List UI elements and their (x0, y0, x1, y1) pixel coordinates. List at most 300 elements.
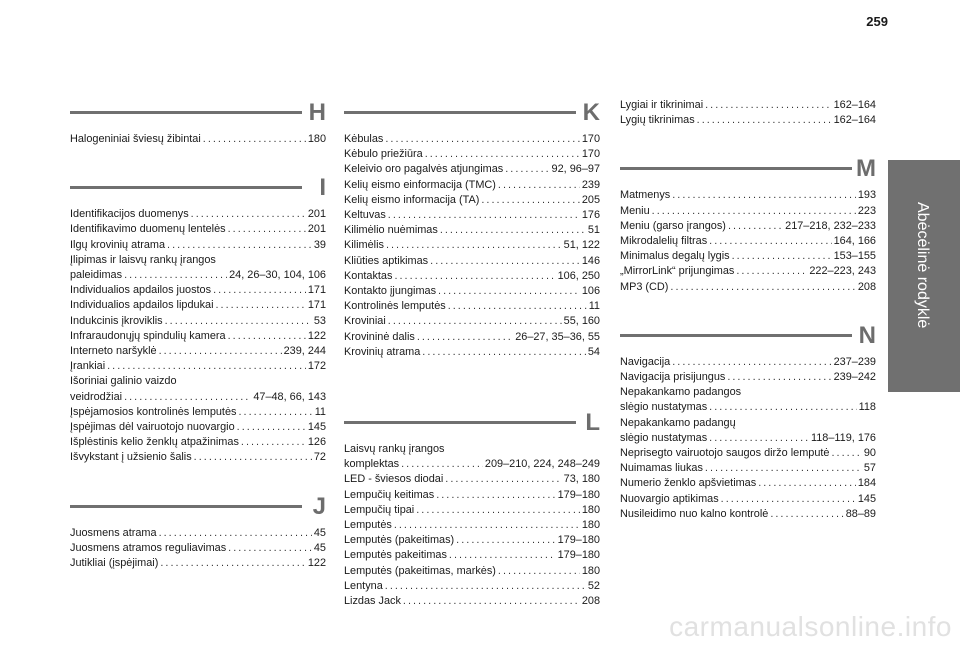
entry-page-reference: 145 (857, 492, 876, 505)
section-header (344, 408, 600, 438)
section-k (344, 98, 600, 360)
entry-page-reference: 208 (857, 280, 876, 293)
index-entry (344, 594, 600, 609)
dot-leader (401, 457, 483, 472)
entry-page-reference: 146 (581, 254, 600, 267)
entry-page-reference: 180 (581, 503, 600, 516)
dot-leader (709, 400, 856, 415)
entry-row (70, 238, 326, 253)
index-entry (344, 299, 600, 314)
index-entry (70, 298, 326, 313)
entry-label: Navigacija prisijungus (620, 371, 726, 384)
entry-page-reference: 179–180 (557, 488, 600, 501)
entry-label: Meniu (garso įrangos) (620, 219, 726, 232)
entry-page-reference: 39 (313, 238, 326, 251)
entry-row (70, 329, 326, 344)
dot-leader (388, 314, 562, 329)
entry-row (344, 518, 600, 533)
entry-row (344, 594, 600, 609)
entry-label: Meniu (620, 204, 650, 217)
entry-row (70, 450, 326, 465)
section-letter: K (582, 99, 600, 126)
index-entry (620, 446, 876, 461)
dot-leader (167, 238, 312, 253)
entry-page-reference: 122 (307, 557, 326, 570)
entry-label-lead: Įlipimas ir laisvų rankų įrangos (70, 253, 216, 266)
index-entry (344, 533, 600, 548)
dot-leader (425, 147, 580, 162)
index-entry (620, 219, 876, 234)
entry-row (344, 564, 600, 579)
entry-label: Numerio ženklo apšvietimas (620, 477, 757, 490)
index-column-2 (344, 98, 600, 609)
dot-leader (705, 461, 862, 476)
dot-leader (670, 280, 855, 295)
entry-label: Nuovargio aptikimas (620, 492, 719, 505)
entry-label: Nusileidimo nuo kalno kontrolė (620, 507, 769, 520)
index-entry (344, 488, 600, 503)
entry-page-reference: 164, 166 (833, 235, 876, 248)
entry-row (620, 204, 876, 219)
entry-page-reference: 118–119, 176 (810, 431, 876, 444)
section-divider (620, 167, 852, 170)
index-entry (344, 208, 600, 223)
index-entry (344, 193, 600, 208)
entry-label: Įrankiai (70, 360, 106, 373)
index-entry (620, 492, 876, 507)
entry-label-lead: Išoriniai galinio vaizdo (70, 375, 177, 388)
dot-leader (697, 113, 832, 128)
entry-page-reference: 153–155 (833, 250, 876, 263)
section-letter: H (308, 99, 326, 126)
entry-row (70, 359, 326, 374)
entry-label: Halogeniniai šviesų žibintai (70, 133, 201, 145)
section-l-continued (620, 98, 876, 128)
entry-label: Krovininė dalis (344, 330, 415, 343)
dot-leader (191, 207, 306, 222)
section-header (70, 173, 326, 203)
entry-page-reference: 126 (307, 436, 326, 449)
dot-leader (721, 492, 856, 507)
entry-row (70, 344, 326, 359)
entry-page-reference: 51, 122 (563, 239, 600, 252)
section-letter: I (319, 174, 326, 202)
entry-label: Lygių tikrinimas (620, 114, 695, 127)
entry-row (70, 314, 326, 329)
entry-label: Identifikacijos duomenys (70, 208, 189, 221)
index-column-3 (620, 98, 876, 522)
entry-page-reference: 171 (307, 284, 326, 297)
entry-row (70, 222, 326, 237)
entry-label: Lempučių tipai (344, 503, 415, 516)
index-entry (620, 385, 876, 415)
entry-row (620, 461, 876, 476)
entry-page-reference: 170 (581, 148, 600, 161)
index-entry (344, 162, 600, 177)
entry-label: Krovinių atrama (344, 345, 421, 358)
index-entry (70, 541, 326, 556)
entry-label: Kontakto įjungimas (344, 285, 437, 298)
entry-label: Navigacija (620, 355, 671, 368)
entry-page-reference: 73, 180 (563, 473, 600, 486)
index-entry (344, 548, 600, 563)
entry-page-reference: 208 (581, 595, 600, 608)
entry-label: Įspėjimas dėl vairuotojo nuovargio (70, 421, 235, 434)
index-column-1 (70, 98, 326, 571)
entry-row (344, 472, 600, 487)
index-entry (70, 222, 326, 237)
entry-page-reference: 217–218, 232–233 (785, 219, 876, 232)
entry-label: Kontrolinės lemputės (344, 300, 446, 313)
entry-page-reference: 201 (307, 208, 326, 221)
dot-leader (386, 238, 562, 253)
entry-row (620, 219, 876, 234)
entry-row (344, 178, 600, 193)
index-entry (70, 556, 326, 571)
entry-row (620, 188, 876, 203)
entry-label: Kelių eismo informacija (TA) (344, 193, 480, 206)
entry-label: Kroviniai (344, 315, 386, 328)
entry-label-lead: Nepakankamo padangų (620, 416, 736, 429)
entry-row (70, 268, 326, 283)
chapter-title: Abėcėlinė rodyklė (914, 202, 931, 329)
entry-row (620, 264, 876, 279)
entry-row (344, 314, 600, 329)
section-letter: L (585, 409, 600, 437)
dot-leader (238, 405, 312, 420)
entry-label: MP3 (CD) (620, 280, 669, 293)
index-entry (620, 507, 876, 522)
index-entry (70, 405, 326, 420)
index-entry (344, 147, 600, 162)
entry-page-reference: 88–89 (845, 507, 876, 520)
entry-page-reference: 180 (581, 519, 600, 532)
dot-leader (241, 435, 306, 450)
entry-page-reference: 53 (313, 314, 326, 327)
entry-label: slėgio nustatymas (620, 431, 708, 444)
entry-row (344, 457, 600, 472)
entry-row (344, 132, 600, 147)
entry-page-reference: 193 (857, 189, 876, 202)
dot-leader (505, 162, 549, 177)
entry-page-reference: 162–164 (833, 99, 876, 111)
entry-row (70, 435, 326, 450)
entry-label-lead: Nepakankamo padangos (620, 386, 742, 399)
index-entry (344, 238, 600, 253)
dot-leader (709, 431, 809, 446)
entry-row (620, 234, 876, 249)
entry-label: Lemputės (pakeitimas) (344, 534, 455, 547)
entry-page-reference: 51 (587, 224, 600, 237)
entry-row (70, 390, 326, 405)
entry-label: Keleivio oro pagalvės atjungimas (344, 163, 504, 176)
dot-leader (770, 507, 843, 522)
entry-page-reference: 26–27, 35–36, 55 (515, 330, 600, 343)
entry-label: Lygiai ir tikrinimai (620, 99, 704, 111)
entry-label: Indukcinis įkroviklis (70, 314, 163, 327)
entry-page-reference: 145 (307, 421, 326, 434)
entry-row (70, 405, 326, 420)
entry-label: Mikrodalelių filtras (620, 235, 708, 248)
index-entry (620, 461, 876, 476)
entry-row (344, 345, 600, 360)
entry-page-reference: 90 (863, 447, 876, 460)
entry-row (620, 507, 876, 522)
entry-page-reference: 106 (581, 285, 600, 298)
entry-page-reference: 11 (588, 300, 600, 313)
index-entry (70, 526, 326, 541)
dot-leader (124, 390, 251, 405)
section-divider (344, 421, 576, 424)
dot-leader (416, 503, 580, 518)
entry-label: Kilimėlio nuėmimas (344, 224, 438, 237)
entry-page-reference: 92, 96–97 (551, 163, 600, 176)
section-j (70, 492, 326, 572)
entry-label: Matmenys (620, 189, 671, 202)
watermark: carmanualsonline.info (669, 611, 952, 642)
entry-row (70, 556, 326, 571)
entry-label: Interneto naršyklė (70, 345, 157, 358)
entry-page-reference: 106, 250 (557, 269, 600, 282)
index-entry (620, 204, 876, 219)
entry-page-reference: 239 (581, 178, 600, 191)
dot-leader (159, 344, 282, 359)
section-divider (70, 186, 302, 189)
entry-row (620, 355, 876, 370)
entry-label: Lentyna (344, 579, 383, 592)
section-letter: N (858, 321, 876, 349)
entry-label: Individualios apdailos juostos (70, 284, 212, 297)
entry-row (620, 400, 876, 415)
entry-page-reference: 179–180 (557, 534, 600, 547)
entry-label: LED - šviesos diodai (344, 473, 444, 486)
entry-label: Lemputės (pakeitimas, markės) (344, 564, 496, 577)
entry-page-reference: 52 (587, 579, 600, 592)
index-entry (344, 314, 600, 329)
entry-label: Juosmens atrama (70, 526, 157, 539)
index-entry (70, 132, 326, 147)
index-entry (344, 472, 600, 487)
dot-leader (456, 533, 555, 548)
dot-leader (449, 548, 556, 563)
entry-row (344, 147, 600, 162)
entry-page-reference: 180 (581, 564, 600, 577)
section-header (344, 98, 600, 128)
page-number: 259 (866, 14, 888, 29)
entry-label: Ilgų krovinių atrama (70, 238, 166, 251)
entry-page-reference: 45 (313, 541, 326, 554)
entry-page-reference: 72 (313, 451, 326, 464)
index-entry (70, 420, 326, 435)
entry-row (344, 299, 600, 314)
entry-label: komplektas (344, 458, 400, 471)
dot-leader (709, 234, 831, 249)
entry-row (344, 162, 600, 177)
entry-label: Lemputės (344, 519, 392, 532)
dot-leader (216, 298, 306, 313)
dot-leader (436, 488, 555, 503)
index-entry (70, 253, 326, 283)
dot-leader (107, 359, 306, 374)
dot-leader (159, 526, 312, 541)
dot-leader (203, 132, 306, 147)
entry-row (70, 283, 326, 298)
index-entry (344, 269, 600, 284)
dot-leader (831, 446, 861, 461)
entry-page-reference: 184 (857, 477, 876, 490)
entry-row (344, 488, 600, 503)
section-header (620, 154, 876, 184)
dot-leader (385, 579, 586, 594)
entry-label: Kliūties aptikimas (344, 254, 429, 267)
entry-row (70, 207, 326, 222)
index-entry (344, 254, 600, 269)
dot-leader (672, 188, 856, 203)
index-entry (70, 329, 326, 344)
section-letter: M (856, 155, 876, 183)
section-l (344, 408, 600, 609)
entry-row (70, 541, 326, 556)
section-header (70, 98, 326, 128)
entry-label: Individualios apdailos lipdukai (70, 299, 214, 312)
entry-page-reference: 47–48, 66, 143 (253, 390, 326, 403)
dot-leader (394, 269, 555, 284)
entry-page-reference: 223 (857, 204, 876, 217)
entry-row (344, 579, 600, 594)
index-entry (344, 178, 600, 193)
entry-row (344, 193, 600, 208)
entry-page-reference: 176 (581, 209, 600, 222)
entry-page-reference: 118 (858, 401, 876, 414)
entry-row (620, 370, 876, 385)
index-entry (344, 518, 600, 533)
dot-leader (448, 299, 587, 314)
entry-row (70, 298, 326, 313)
entry-page-reference: 172 (307, 360, 326, 373)
entry-row (344, 533, 600, 548)
dot-leader (732, 249, 832, 264)
entry-label: slėgio nustatymas (620, 401, 708, 414)
entry-label-lead: Laisvų rankų įrangos (344, 443, 445, 456)
entry-label: veidrodžiai (70, 390, 123, 403)
entry-label: Įspėjamosios kontrolinės lemputės (70, 405, 237, 418)
dot-leader (213, 283, 306, 298)
entry-label: Neprisegto vairuotojo saugos diržo lemputė (620, 447, 830, 460)
entry-page-reference: 205 (581, 193, 600, 206)
index-entry (620, 280, 876, 295)
entry-row (620, 446, 876, 461)
entry-page-reference: 54 (587, 345, 600, 358)
dot-leader (422, 345, 586, 360)
dot-leader (228, 222, 306, 237)
index-entry (344, 442, 600, 472)
entry-row (344, 269, 600, 284)
entry-page-reference: 180 (307, 133, 326, 145)
entry-label: Nuimamas liukas (620, 462, 703, 475)
entry-page-reference: 170 (581, 133, 600, 145)
entry-row (344, 238, 600, 253)
entry-page-reference: 201 (307, 223, 326, 236)
dot-leader (672, 355, 831, 370)
entry-label: Išvykstant į užsienio šalis (70, 451, 192, 464)
index-entry (70, 435, 326, 450)
entry-label: „MirrorLink“ prijungimas (620, 265, 735, 278)
section-n (620, 321, 876, 522)
dot-leader (498, 178, 580, 193)
dot-leader (228, 329, 306, 344)
entry-row (70, 132, 326, 147)
index-entry (344, 284, 600, 299)
section-divider (70, 111, 302, 114)
dot-leader (124, 268, 227, 283)
entry-row (344, 254, 600, 269)
entry-row (344, 548, 600, 563)
entry-page-reference: 209–210, 224, 248–249 (484, 458, 600, 471)
entry-row (620, 476, 876, 491)
dot-leader (385, 132, 579, 147)
index-entry (70, 374, 326, 404)
index-entry (70, 359, 326, 374)
entry-row (620, 431, 876, 446)
entry-label: Kelių eismo einformacija (TMC) (344, 178, 496, 191)
dot-leader (728, 219, 783, 234)
entry-row (344, 284, 600, 299)
index-entry (620, 234, 876, 249)
section-i (70, 173, 326, 465)
index-entry (344, 330, 600, 345)
entry-page-reference: 55, 160 (563, 315, 600, 328)
index-entry (344, 579, 600, 594)
section-m (620, 154, 876, 294)
entry-row (620, 113, 876, 128)
section-divider (620, 334, 852, 337)
entry-label: Lempučių keitimas (344, 488, 435, 501)
entry-row (70, 526, 326, 541)
entry-row (344, 503, 600, 518)
entry-page-reference: 24, 26–30, 104, 106 (229, 269, 326, 282)
entry-page-reference: 11 (314, 405, 326, 418)
index-entry (344, 564, 600, 579)
dot-leader (652, 204, 856, 219)
index-entry (620, 249, 876, 264)
index-entry (620, 113, 876, 128)
index-entry (70, 450, 326, 465)
dot-leader (430, 254, 580, 269)
entry-page-reference: 122 (307, 329, 326, 342)
index-entry (70, 344, 326, 359)
entry-page-reference: 179–180 (557, 549, 600, 562)
dot-leader (160, 556, 305, 571)
dot-leader (705, 98, 831, 113)
entry-label: Kėbulas (344, 133, 384, 145)
index-entry (620, 264, 876, 279)
section-divider (70, 505, 302, 508)
index-entry (70, 238, 326, 253)
entry-row (620, 492, 876, 507)
dot-leader (228, 541, 312, 556)
dot-leader (727, 370, 831, 385)
section-h (70, 98, 326, 147)
entry-page-reference: 162–164 (833, 114, 876, 127)
dot-leader (394, 518, 580, 533)
index-entry (620, 416, 876, 446)
entry-page-reference: 239–242 (833, 371, 876, 384)
entry-row (344, 330, 600, 345)
entry-label: Infraraudonųjų spindulių kamera (70, 329, 226, 342)
section-header (70, 492, 326, 522)
entry-page-reference: 237–239 (833, 355, 876, 368)
index-entry (344, 345, 600, 360)
